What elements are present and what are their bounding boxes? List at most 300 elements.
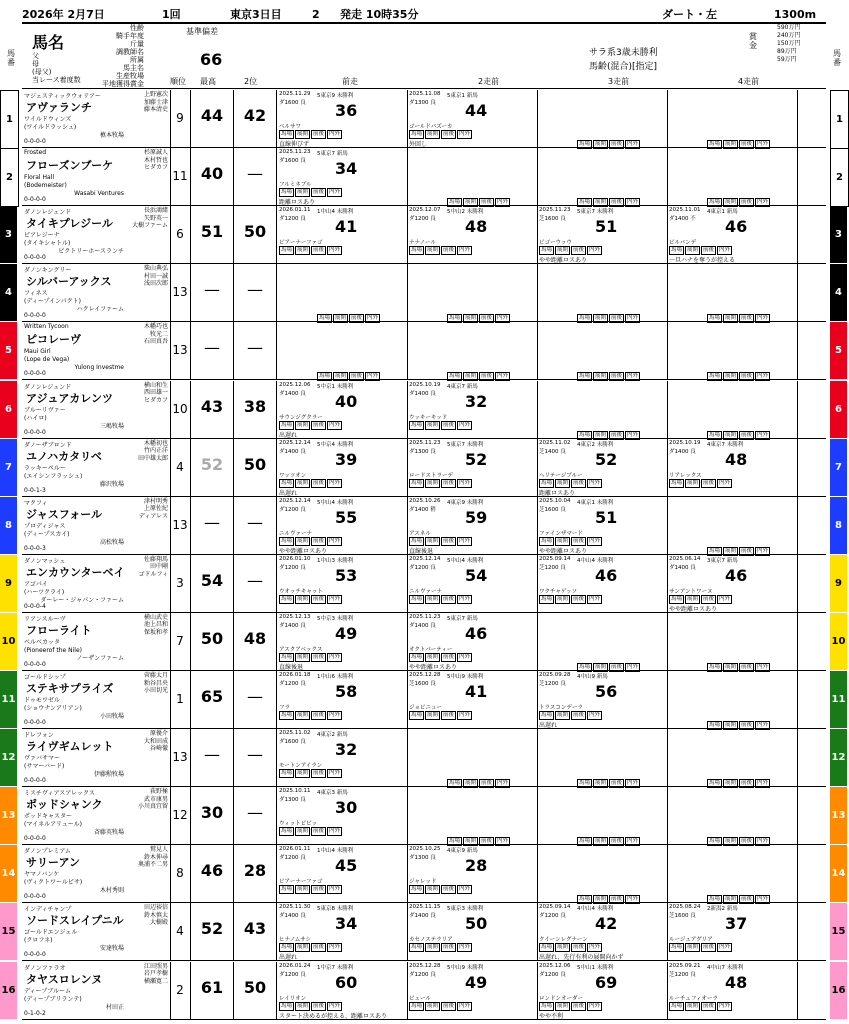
condition-tag: 馬場 <box>411 595 423 602</box>
condition-tag: 馬場 <box>709 199 721 206</box>
race-note: 出遅れ、先行有利の展開向かず <box>539 954 624 962</box>
second-value: 28 <box>243 861 267 881</box>
dam-info <box>24 581 124 605</box>
condition-tag: 展開 <box>557 247 569 254</box>
condition-tag: 前後 <box>443 595 455 602</box>
damsire-name: (クロフネ) <box>24 937 53 945</box>
condition-tag: 前後 <box>703 479 715 486</box>
connections <box>130 672 168 695</box>
horse-row <box>1 613 846 671</box>
condition-tag: 前後 <box>313 131 325 137</box>
race-date: 2025.11.15 <box>409 904 441 911</box>
best-index <box>191 206 234 263</box>
past-race-2 <box>407 381 538 438</box>
rank-value: 8 <box>170 845 191 902</box>
condition-tag: 馬場 <box>411 712 423 718</box>
second-index <box>234 206 277 263</box>
condition-tag: 前後 <box>741 199 753 206</box>
condition-tag: 前後 <box>351 315 363 322</box>
race-name: 4中山4 未勝利 <box>577 557 614 564</box>
condition-tags <box>707 885 771 904</box>
past-race-4 <box>667 555 798 612</box>
condition-tags <box>669 943 733 952</box>
race-note: スタート決めるが控える、距離ロスあり <box>279 1012 388 1020</box>
race-index: 51 <box>595 217 618 237</box>
condition-tag: 前後 <box>443 537 455 544</box>
race-distance: 芝1600 良 <box>539 216 566 223</box>
horse-name[interactable]: ピコレーヴ <box>26 333 81 347</box>
second-value: — <box>247 745 263 765</box>
second-index <box>234 845 277 902</box>
condition-tag: 前後 <box>481 373 493 380</box>
horse-info <box>22 787 171 844</box>
race-name: 5東京9 未勝利 <box>317 93 354 99</box>
sire-name: ダノンマッシュ <box>24 557 66 565</box>
condition-tag: 内外 <box>329 421 341 428</box>
condition-tag: 前後 <box>573 712 585 718</box>
winner-name: レイリオン <box>279 995 307 1002</box>
condition-tags <box>279 130 343 139</box>
start-time: 発走 10時35分 <box>340 8 419 21</box>
sire-name: ゴールドシップ <box>24 674 66 681</box>
horse-name[interactable]: ポッドシャンク <box>26 798 103 812</box>
winner-name: ルージュアグリア <box>669 937 713 944</box>
best-index <box>191 845 234 902</box>
rank-value: 6 <box>170 206 191 263</box>
jockey-name: 木幡巧也 <box>143 323 168 331</box>
damsire-name: (ディープブリランテ) <box>24 995 82 1003</box>
condition-tag: 内外 <box>589 944 601 951</box>
horse-info <box>22 381 171 438</box>
race-index: 59 <box>465 507 488 527</box>
race-date: 2025.10.26 <box>409 497 441 504</box>
condition-tag: 前後 <box>351 373 363 380</box>
race-date: 2025.10.19 <box>669 439 701 446</box>
race-date: 2026.01.24 <box>279 962 311 969</box>
condition-tag: 前後 <box>741 780 753 787</box>
race-distance: 芝1600 良 <box>539 506 566 513</box>
dam-info <box>24 523 124 547</box>
condition-tag: 内外 <box>757 722 769 728</box>
past-race-4 <box>667 962 798 1019</box>
second-index <box>234 903 277 960</box>
condition-tag: 馬場 <box>709 373 721 380</box>
horse-row <box>1 962 846 1020</box>
course-record: 0-0-0-0 <box>24 835 46 843</box>
condition-tag: 内外 <box>459 421 471 428</box>
trainer-name: 武市康男 <box>143 795 168 803</box>
connections <box>130 265 168 288</box>
race-index: 39 <box>335 449 358 469</box>
race-date: 2025.11.23 <box>279 149 311 156</box>
condition-tag: 内外 <box>719 247 731 254</box>
past-race-empty <box>667 613 798 670</box>
condition-tag: 前後 <box>741 547 753 554</box>
condition-tag: 内外 <box>627 663 639 670</box>
condition-tag: 展開 <box>725 780 737 787</box>
condition-tag: 馬場 <box>671 1002 683 1009</box>
past-race-1 <box>277 845 408 902</box>
race-date: 2025.11.23 <box>409 439 441 446</box>
condition-tag: 展開 <box>595 315 607 322</box>
winner-name: ヘリテージブルー <box>539 472 583 479</box>
condition-tag: 前後 <box>313 595 325 602</box>
condition-tag: 前後 <box>611 315 623 322</box>
race-distance: ダ1200 良 <box>539 913 566 920</box>
dam-name: フィネス <box>24 290 48 298</box>
damsire-name: (Pioneerof the Nile) <box>24 646 82 654</box>
race-header <box>22 8 826 24</box>
condition-tag: 展開 <box>725 141 737 147</box>
winner-name: ルーチェフィオーラ <box>669 995 718 1002</box>
condition-tag: 展開 <box>297 828 309 835</box>
past-race-empty <box>407 322 538 379</box>
dam-info <box>24 871 124 895</box>
race-distance: ダ1200 良 <box>409 216 436 223</box>
best-value: 30 <box>200 803 224 823</box>
right-label: 平地獲得賞金 <box>102 80 144 88</box>
best-index <box>191 671 234 728</box>
winner-name: ビアーナーファゴ <box>279 879 323 886</box>
condition-tag: 前後 <box>611 373 623 380</box>
winner-name: ウィットビビッ <box>279 821 317 828</box>
dam-name: Floral Hall <box>24 174 55 182</box>
horse-name[interactable]: ライヴギムレット <box>26 740 114 754</box>
race-date: 2025.11.08 <box>409 91 441 97</box>
condition-tag: 展開 <box>297 131 309 137</box>
dam-name: ゴールドエンジェル <box>24 929 78 937</box>
race-distance: ダ1600 良 <box>279 100 306 106</box>
past-race-3 <box>537 206 668 263</box>
race-distance: ダ1400 良 <box>409 622 436 629</box>
condition-tag: 内外 <box>719 1002 731 1009</box>
condition-tag: 内外 <box>329 131 341 137</box>
trainer-name: 竹内正洋 <box>143 447 168 455</box>
past-race-empty <box>667 264 798 321</box>
winner-name: ワッツオン <box>279 472 307 479</box>
race-note: 直線伸びず <box>279 141 310 148</box>
winner-name: トラスコンデーラ <box>539 705 583 711</box>
umaban-right: 16 <box>830 962 847 1019</box>
condition-tags <box>707 711 771 730</box>
race-index: 30 <box>335 798 358 818</box>
condition-tag: 内外 <box>757 780 769 787</box>
rank-value: 7 <box>170 613 191 670</box>
horse-name[interactable]: ステキサプライズ <box>26 682 114 695</box>
past-race-empty <box>667 322 798 379</box>
race-note: 出遅れ <box>279 954 298 962</box>
past-race-1 <box>277 439 408 496</box>
second-value: — <box>247 687 263 706</box>
horse-name[interactable]: ソードスレイプニル <box>26 914 124 928</box>
horse-name[interactable]: タヤスロレンヌ <box>26 972 103 986</box>
condition-tags <box>447 362 511 381</box>
winner-name: ファインザマード <box>539 530 583 537</box>
condition-tag: 展開 <box>427 886 439 893</box>
horse-row <box>5 206 842 265</box>
umaban-left: 15 <box>0 903 17 960</box>
horse-info <box>22 613 171 670</box>
horse-name[interactable]: アジュアカレンツ <box>26 391 113 405</box>
race-distance: 芝1200 良 <box>669 971 696 978</box>
race-name: 4東京2 新馬 <box>317 732 348 739</box>
prize-label: 賞金 <box>749 32 757 50</box>
right-label: 生産牧場 <box>116 72 144 80</box>
race-name: 4中山9 新馬 <box>577 674 608 680</box>
prize-item: 89万円 <box>777 48 797 55</box>
winner-name: ロードストラーデ <box>409 472 453 479</box>
rank-label: 順位 <box>170 77 186 86</box>
sire-name: ミスチヴィアスアレックス <box>24 790 95 798</box>
horse-name[interactable]: フローライト <box>26 623 92 637</box>
condition-tags <box>447 304 511 323</box>
damsire-name: (ハーツクライ) <box>24 588 65 596</box>
right-label: 馬主名 <box>123 64 144 72</box>
condition-tag: 前後 <box>741 141 753 147</box>
race-distance: 芝1600 良 <box>669 913 696 920</box>
condition-tags <box>577 362 641 381</box>
second-value: 50 <box>243 977 267 997</box>
condition-tags <box>669 1002 733 1011</box>
race-name: 4東京9 新馬 <box>447 848 478 855</box>
prev2-label: 2走前 <box>478 77 500 86</box>
race-index: 41 <box>335 217 358 237</box>
jockey-name: 木幡初也 <box>143 439 168 447</box>
past-race-2 <box>407 497 538 554</box>
condition-tags <box>707 769 771 788</box>
horse-name[interactable]: タイキプレジール <box>26 217 113 231</box>
condition-tag: 前後 <box>443 479 455 486</box>
dam-info <box>24 407 124 431</box>
condition-tags <box>317 362 381 381</box>
owner-name: 浅田次郎 <box>143 280 168 288</box>
race-distance: ダ1400 稍 <box>409 506 436 513</box>
condition-tag: 馬場 <box>281 770 293 777</box>
race-note: やや距離ロスあり <box>539 547 588 555</box>
umaban-right: 7 <box>830 439 847 496</box>
umaban-right: 13 <box>830 787 847 844</box>
umaban-right: 11 <box>830 671 847 728</box>
winner-name: ビアーナーファゴ <box>279 240 323 247</box>
sire-name: ダノンファラオ <box>24 964 66 972</box>
condition-tags <box>279 1002 343 1011</box>
condition-tag: 前後 <box>443 131 455 137</box>
winner-name: クイーンレグナーン <box>539 937 588 944</box>
race-date: 2025.12.14 <box>279 497 311 504</box>
condition-tag: 馬場 <box>579 838 591 845</box>
winner-name: ロンドンオーダー <box>539 995 584 1002</box>
course-record: 0-1-0-2 <box>24 1009 46 1017</box>
condition-tag: 前後 <box>313 653 325 660</box>
jockey-name: 原優介 <box>149 730 168 738</box>
sire-name: ダノンプレミアム <box>24 848 71 856</box>
past-race-4 <box>667 439 798 496</box>
connections <box>130 730 168 753</box>
condition-tag: 前後 <box>703 1002 715 1009</box>
condition-tag: 馬場 <box>709 838 721 845</box>
race-name: 1中京7 未勝利 <box>317 964 354 971</box>
race-name: 5東京7 未勝利 <box>447 441 484 448</box>
race-distance: 芝1400 良 <box>539 448 566 455</box>
second-index <box>234 264 277 321</box>
past-race-2 <box>407 90 538 147</box>
condition-tags <box>707 653 771 672</box>
horse-info <box>22 206 171 263</box>
condition-tags <box>669 595 733 604</box>
damsire-name: (ショウナンアリアン) <box>24 705 82 712</box>
condition-tag: 内外 <box>757 838 769 845</box>
connections <box>130 440 168 463</box>
condition-tag: 内外 <box>627 431 639 438</box>
best-value: 54 <box>200 570 224 590</box>
best-value: 65 <box>200 687 224 706</box>
condition-tag: 馬場 <box>709 547 721 554</box>
condition-tags <box>539 943 603 952</box>
horse-name[interactable]: アヴァランチ <box>26 101 92 114</box>
condition-tag: 馬場 <box>671 479 683 486</box>
condition-tag: 内外 <box>459 944 471 951</box>
condition-tag: 馬場 <box>579 663 591 670</box>
winner-name: モートンアイラン <box>279 763 323 770</box>
best-index <box>191 903 234 960</box>
winner-name: ビゴーウッウ <box>539 240 572 247</box>
second-value: 50 <box>243 454 267 474</box>
condition-tags <box>279 827 343 836</box>
condition-tag: 内外 <box>329 770 341 777</box>
umaban-left: 2 <box>0 148 19 207</box>
best-index <box>191 787 234 844</box>
condition-tag: 内外 <box>497 780 509 787</box>
damsire-name: (マイネルアリュール) <box>24 821 82 829</box>
condition-tag: 展開 <box>557 537 569 544</box>
race-name: 1中山4 未勝利 <box>317 209 354 216</box>
condition-tag: 内外 <box>329 944 341 951</box>
race-name: 5中山9 未勝利 <box>447 964 484 971</box>
condition-tag: 馬場 <box>281 828 293 835</box>
condition-tag: 内外 <box>757 373 769 380</box>
umaban-right: 9 <box>830 555 847 612</box>
horse-row <box>6 90 843 148</box>
horse-name[interactable]: ユノハカタリベ <box>26 449 102 463</box>
horse-name[interactable]: シルバーアックス <box>26 275 112 289</box>
dam-name: ベルベカッタ <box>24 638 60 646</box>
race-note: 距離ロスあり <box>539 489 576 497</box>
condition-tag: 内外 <box>757 199 769 206</box>
umaban-right: 5 <box>830 322 847 379</box>
past-race-2 <box>407 903 538 960</box>
trainer-name: 加藤士津 <box>143 98 168 106</box>
condition-tag: 前後 <box>741 663 753 670</box>
best-value: 52 <box>200 919 224 939</box>
condition-tag: 前後 <box>703 247 715 254</box>
best-value: — <box>204 338 220 358</box>
race-name: 5中山4 未勝利 <box>447 557 484 564</box>
breeder-name: Wasabi Ventures <box>74 190 124 198</box>
condition-tag: 馬場 <box>579 431 591 438</box>
jockey-name: 津村明秀 <box>143 497 168 505</box>
dam-info <box>24 988 124 1012</box>
second-index <box>234 148 277 205</box>
condition-tag: 馬場 <box>281 595 293 602</box>
trainer-name: 田中剛 <box>149 563 168 571</box>
condition-tag: 馬場 <box>449 838 461 845</box>
condition-tag: 展開 <box>297 537 309 544</box>
condition-tags <box>447 188 511 207</box>
winner-name: ヒナノムサシ <box>279 937 312 944</box>
jockey-name: 長浜鴻緒 <box>143 207 168 215</box>
horse-name[interactable]: サリーアン <box>26 856 81 870</box>
condition-tag: 内外 <box>367 315 379 322</box>
race-index: 49 <box>465 972 488 992</box>
race-name: 1中山6 未勝利 <box>317 674 354 680</box>
condition-tags <box>409 885 473 894</box>
condition-tag: 展開 <box>297 247 309 254</box>
race-index: 53 <box>335 565 358 585</box>
condition-tag: 馬場 <box>411 1002 423 1009</box>
second-index <box>234 90 277 147</box>
horse-name[interactable]: エンカウンターベイ <box>26 565 125 579</box>
condition-tag: 内外 <box>367 373 379 380</box>
winner-name: リアレックス <box>669 472 702 479</box>
condition-tag: 展開 <box>427 479 439 486</box>
race-distance: ダ1300 良 <box>409 448 436 455</box>
condition-tag: 馬場 <box>541 944 553 951</box>
condition-tag: 内外 <box>459 479 471 486</box>
rank-value: 12 <box>170 787 191 844</box>
condition-tag: 展開 <box>687 944 699 951</box>
right-labels <box>100 24 144 88</box>
second-value: — <box>247 164 263 184</box>
condition-tag: 内外 <box>459 886 471 893</box>
umaban-right: 10 <box>830 613 847 670</box>
condition-tags <box>279 653 343 662</box>
breeder-name: ダーレー・ジャパン・ファーム <box>40 596 124 604</box>
umaban-right: 12 <box>830 729 847 786</box>
second-value: — <box>247 570 263 590</box>
condition-tag: 内外 <box>497 838 509 845</box>
condition-tag: 前後 <box>313 712 325 718</box>
condition-tag: 内外 <box>329 1002 341 1009</box>
trainer-name: 木村哲也 <box>143 156 168 164</box>
condition-tag: 前後 <box>741 315 753 322</box>
dam-name: ディープブルーム <box>24 987 71 995</box>
best-label: 最高 <box>200 77 216 86</box>
winner-name: ウッキーキッド <box>409 414 448 421</box>
dam-info <box>24 116 124 140</box>
condition-tags <box>279 537 343 546</box>
race-index: 48 <box>465 217 488 237</box>
horse-name[interactable]: ジャスフォール <box>26 507 103 521</box>
best-index <box>191 381 234 438</box>
race-name: 1中山4 未勝利 <box>317 848 354 855</box>
condition-tags <box>577 188 641 207</box>
condition-tag: 前後 <box>313 421 325 428</box>
horse-name[interactable]: フローズンブーケ <box>26 159 114 173</box>
prev3-label: 3走前 <box>608 77 630 86</box>
trainer-name: 大和田成 <box>143 737 168 745</box>
past-race-3 <box>537 439 668 496</box>
condition-tag: 内外 <box>719 595 731 602</box>
winner-name: ナナノール <box>409 240 436 247</box>
second-value: — <box>247 280 263 300</box>
condition-tag: 馬場 <box>411 653 423 660</box>
race-distance: ダ1400 良 <box>409 390 436 397</box>
rank-value: 1 <box>170 671 191 728</box>
condition-tag: 内外 <box>627 315 639 322</box>
condition-tags <box>707 421 771 440</box>
condition-tag: 内外 <box>627 896 639 903</box>
race-index: 34 <box>335 914 358 934</box>
